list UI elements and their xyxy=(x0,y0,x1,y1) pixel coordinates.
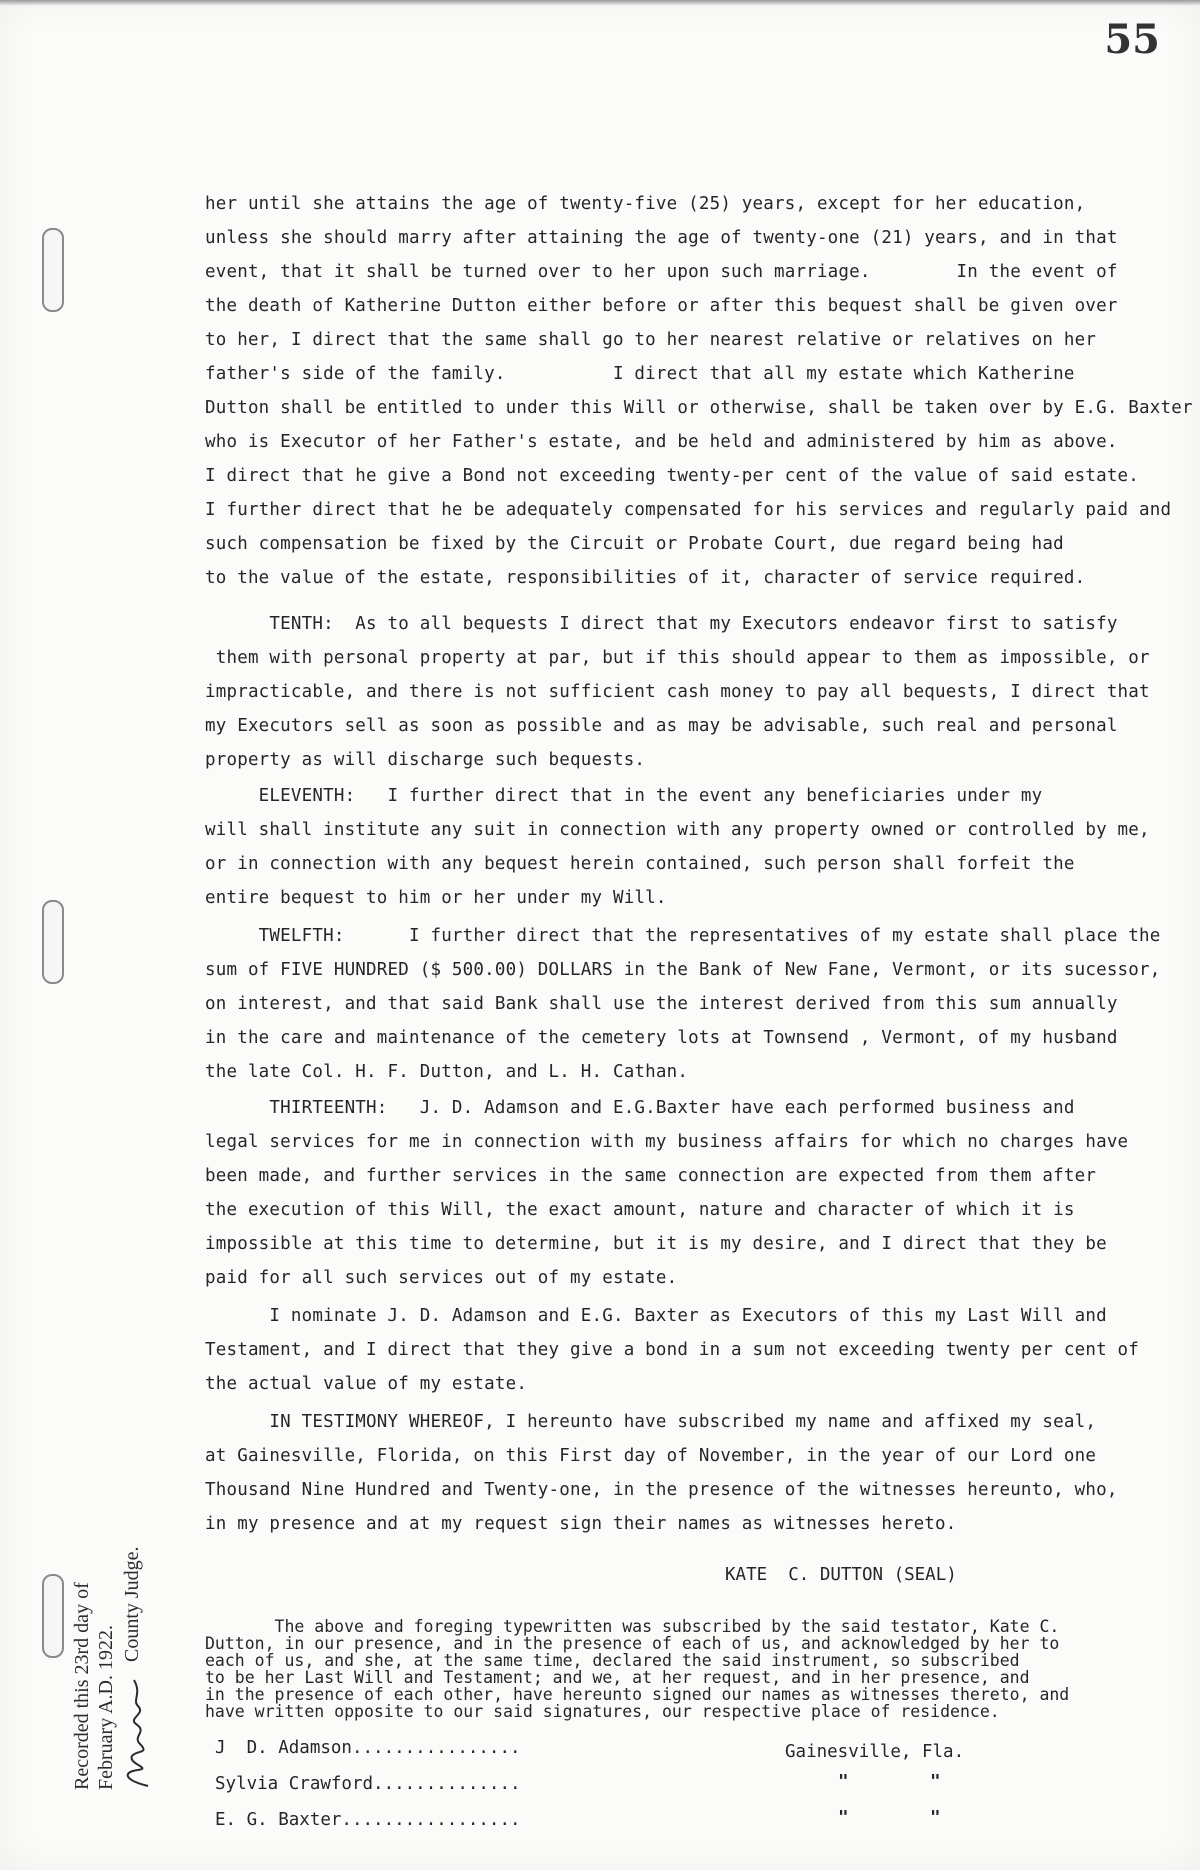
executor-nomination: I nominate J. D. Adamson and E.G. Baxter as Executors of this my Last Will and xyxy=(205,1306,1107,1326)
testimony-clause: IN TESTIMONY WHEREOF, I hereunto have subscribed my name and affixed my seal, xyxy=(205,1412,1097,1432)
body-line: in the care and maintenance of the cemetery lots at Townsend , Vermont, of my husband xyxy=(205,1028,1118,1048)
body-line: property as will discharge such bequests. xyxy=(205,750,646,770)
recorded-month-line: February A.D. 1922. xyxy=(95,1625,117,1790)
attestation-line: each of us, and she, at the same time, declared the said instrument, so subscribed xyxy=(205,1651,1020,1670)
witness-name: J D. Adamson................ xyxy=(215,1738,521,1758)
body-line: impossible at this time to determine, but it is my desire, and I direct that they be xyxy=(205,1234,1107,1254)
attestation-line: to be her Last Will and Testament; and we, at her request, and in her presence, and xyxy=(205,1668,1030,1687)
body-line: Thousand Nine Hundred and Twenty-one, in the presence of the witnesses hereunto, who, xyxy=(205,1480,1118,1500)
body-line: I further direct that he be adequately compensated for his services and regularly paid and xyxy=(205,500,1172,520)
ditto-mark: " xyxy=(838,1772,849,1792)
body-line: to her, I direct that the same shall go to her nearest relative or relatives on her xyxy=(205,330,1097,350)
body-line: who is Executor of her Father's estate, and be held and administered by him as above. xyxy=(205,432,1118,452)
body-line: legal services for me in connection with my business affairs for which no charges have xyxy=(205,1132,1129,1152)
body-line: been made, and further services in the same connection are expected from them after xyxy=(205,1166,1097,1186)
body-line: on interest, and that said Bank shall use the interest derived from this sum annually xyxy=(205,994,1118,1014)
attestation-line: Dutton, in our presence, and in the presence of each of us, and acknowledged by her to xyxy=(205,1634,1060,1653)
body-line: Testament, and I direct that they give a bond in a sum not exceeding twenty per cent of xyxy=(205,1340,1140,1360)
judge-signature xyxy=(118,1670,158,1790)
body-line: father's side of the family. I direct that all my estate which Katherine xyxy=(205,364,1075,384)
punch-hole-top xyxy=(42,228,64,312)
body-line: them with personal property at par, but if this should appear to them as impossible, or xyxy=(205,648,1150,668)
body-line: unless she should marry after attaining the age of twenty-one (21) years, and in that xyxy=(205,228,1118,248)
body-line: the actual value of my estate. xyxy=(205,1374,528,1394)
clause-thirteenth: THIRTEENTH: J. D. Adamson and E.G.Baxter have each performed business and xyxy=(205,1098,1075,1118)
ditto-mark: " xyxy=(838,1808,849,1828)
body-line: event, that it shall be turned over to her upon such marriage. In the event of xyxy=(205,262,1118,282)
body-line: or in connection with any bequest herein contained, such person shall forfeit the xyxy=(205,854,1075,874)
recording-margin-note xyxy=(70,1490,190,1790)
attestation-line: have written opposite to our said signatures, our respective place of residence. xyxy=(205,1702,1000,1721)
body-line: impracticable, and there is not sufficient cash money to pay all bequests, I direct that xyxy=(205,682,1150,702)
punch-hole-middle xyxy=(42,900,64,984)
clause-eleventh: ELEVENTH: I further direct that in the event any beneficiaries under my xyxy=(205,786,1043,806)
body-line: sum of FIVE HUNDRED ($ 500.00) DOLLARS in the Bank of New Fane, Vermont, or its sucessor, xyxy=(205,960,1161,980)
witness-name: Sylvia Crawford.............. xyxy=(215,1774,521,1794)
body-line: such compensation be fixed by the Circuit or Probate Court, due regard being had xyxy=(205,534,1064,554)
attestation-line: in the presence of each other, have hereunto signed our names as witnesses thereto, and xyxy=(205,1685,1070,1704)
body-line: paid for all such services out of my estate. xyxy=(205,1268,678,1288)
ditto-mark: " xyxy=(930,1808,941,1828)
witness-name: E. G. Baxter................. xyxy=(215,1810,521,1830)
ditto-mark: " xyxy=(930,1772,941,1792)
punch-hole-bottom xyxy=(42,1574,64,1658)
body-line: the death of Katherine Dutton either before or after this bequest shall be given over xyxy=(205,296,1118,316)
body-line: Dutton shall be entitled to under this Will or otherwise, shall be taken over by E.G. Baxter xyxy=(205,398,1193,418)
county-judge-label: County Judge. xyxy=(121,1546,143,1662)
body-line: will shall institute any suit in connection with any property owned or controlled by me, xyxy=(205,820,1150,840)
recorded-date-line: Recorded this 23rd day of xyxy=(71,1582,93,1790)
body-line: entire bequest to him or her under my Will. xyxy=(205,888,667,908)
testator-signature: KATE C. DUTTON (SEAL) xyxy=(725,1565,957,1585)
clause-tenth: TENTH: As to all bequests I direct that my Executors endeavor first to satisfy xyxy=(205,614,1118,634)
clause-twelfth: TWELFTH: I further direct that the representatives of my estate shall place the xyxy=(205,926,1161,946)
body-line: at Gainesville, Florida, on this First day of November, in the year of our Lord one xyxy=(205,1446,1097,1466)
body-line: the late Col. H. F. Dutton, and L. H. Cathan. xyxy=(205,1062,689,1082)
body-line: my Executors sell as soon as possible and as may be advisable, such real and personal xyxy=(205,716,1118,736)
body-line: the execution of this Will, the exact amount, nature and character of which it is xyxy=(205,1200,1075,1220)
body-line: her until she attains the age of twenty-five (25) years, except for her education, xyxy=(205,194,1086,214)
attestation-line: The above and foreging typewritten was subscribed by the said testator, Kate C. xyxy=(205,1617,1060,1636)
body-line: to the value of the estate, responsibilities of it, character of service required. xyxy=(205,568,1086,588)
body-line: I direct that he give a Bond not exceeding twenty-per cent of the value of said estate. xyxy=(205,466,1140,486)
witness-residence: Gainesville, Fla. xyxy=(785,1742,965,1762)
page-number: 55 xyxy=(1104,16,1160,63)
body-line: in my presence and at my request sign their names as witnesses hereto. xyxy=(205,1514,957,1534)
